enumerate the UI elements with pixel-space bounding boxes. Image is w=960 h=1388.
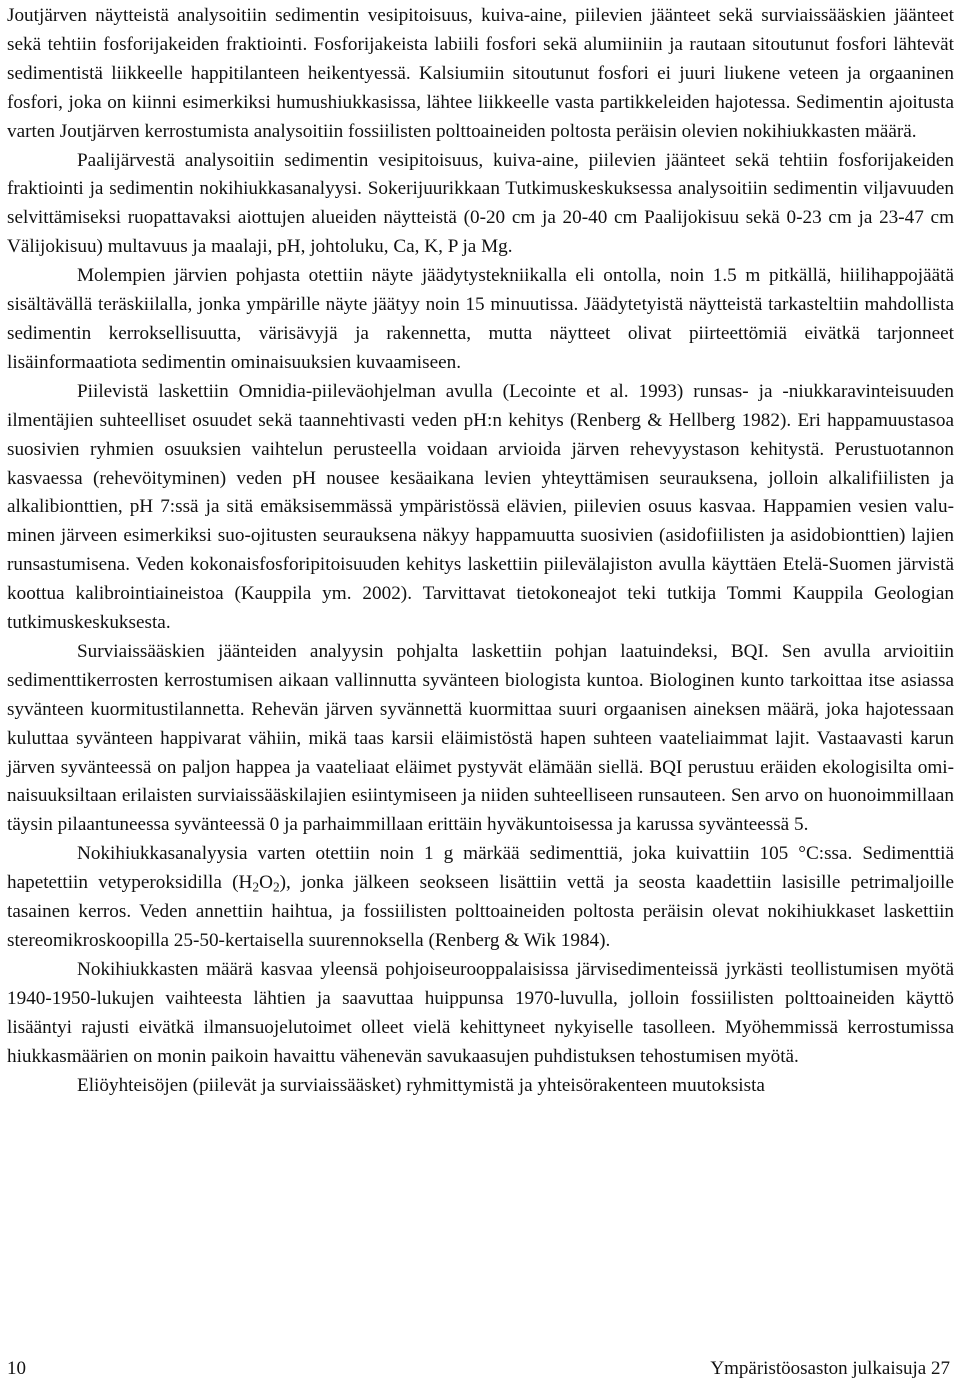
soot-method-text-end: ), jonka jälkeen seokseen lisättiin vettä ja seosta kaadettiin lasisille petrimaljoille tasainen kerros. Veden annettiin haihtua, ja fossiilisten polttoaineiden poltosta peräisin olevat nokihiukkaset laskettiin stereomikroskoopilla 25-50-kertaisella suurennoksella (Renberg & Wik 1984). xyxy=(7,872,954,951)
publication-series: Ympäristöosaston julkaisuja 27 xyxy=(710,1358,950,1379)
paragraph-paalijarvi-analyses: Paalijärvestä analysoitiin sedimentin vesipitoisuus, kuiva-aine, piilevien jäänteet sekä tehtiin fosforijakeiden fraktiointi ja sedimentin nokihiukkasanalyysi. Sokerijuurikkaan Tutkimuskeskuksessa analysoitiin sedimentin viljavuuden selvittämiseksi ruopattavaksi aiottujen alueiden näytteistä (0-20 cm ja 20-40 cm Paalijokisuu sekä 0-23 cm ja 23-47 cm Välijokisuu) multavuus ja maalaji, pH, johtoluku, Ca, K, P ja Mg. xyxy=(7,149,954,258)
soot-method-text-start: Nokihiukkasanalyysia varten otettiin noin 1 g märkää sedimenttiä, joka kuivattiin 105 °C:ssa. Sedimenttiä hapetettiin vetyperoksidilla (H xyxy=(7,843,954,894)
paragraph-diatom-analysis: Piilevistä laskettiin Omnidia-piileväohjelman avulla (Lecointe et al. 1993) runsas- ja -niukkaravinteisuuden ilmentäjien suhteelliset osuudet sekä taannehtivasti veden pH:n kehitys (Renberg & Hellberg 1982). Eri happamuustasoa suosivien ryhmien osuuksien vaihtelun perusteella voidaan arvioida järven rehevyystason kehitystä. Perustuotannon kasvaessa (rehevöityminen) veden pH nousee kesäaikana levien yhteyttämisen seurauksena, jolloin alkalifiilisten ja alkalibionttien, pH 7:ssä ja sitä emäksisemmässä ympäristössä elävien, piilevien osuus kasvaa. Happamien vesien valuminen järveen esimerkiksi suo-ojitusten seurauksena näkyy happamuutta suosivien (asidofiilisten ja asidobionttien) lajien runsastumisena. Veden kokonaisfosforipitoisuuden kehitys laskettiin piilevälajiston avulla käyttäen Etelä-Suomen järvistä koottua kalibrointiaineistoa (Kauppila ym. 2002). Tarvittavat tietokoneajot teki tutkija Tommi Kauppila Geologian tutkimuskeskuksesta. xyxy=(7,380,954,634)
paragraph-chironomid-bqi: Surviaissääskien jäänteiden analyysin pohjalta laskettiin pohjan laatuindeksi, BQI. Sen avulla arvioitiin sedimenttikerrosten kerrostumisen aikaan vallinnutta syvänteen biologista kuntoa. Biologinen kunto tarkoittaa itse asiassa syvänteen kuormitustilannetta. Rehevän järven syvännettä kuormittaa suuri orgaanisen aineksen määrä, joka hajotessaan kuluttaa syvänteen happivarat vähiin, mikä taas karsii eläimistöstä hapen suhteen vaateliaimmat lajit. Vastaavasti karun järven syvänteessä on paljon happea ja vaateliaat eläimet pystyvät elämään siellä. BQI perustuu eräiden ekologisilta ominaisuuksiltaan erilaisten surviaissääskilajien esiintymiseen ja niiden suhteelliseen runsauteen. Sen arvo on huonoimmillaan täysin pilaantuneessa syvänteessä 0 ja parhaimmillaan erittäin hyväkuntoisessa ja karussa syvänteessä 5. xyxy=(7,640,954,836)
subscript-h2: 2 xyxy=(252,879,260,895)
paragraph-soot-trends: Nokihiukkasten määrä kasvaa yleensä pohjoiseurooppalaisissa järvisedimenteissä jyrkästi teollistumisen myötä 1940-1950-lukujen vaihteesta lähtien ja saavuttaa huippunsa 1970-luvulla, jolloin fossiilisten polttoaineiden käyttö lisääntyi rajusti eivätkä ilmansuojelutoimet olleet vielä kehittyneet nykyiselle tasolleen. Myöhemmissä kerrostumissa hiukkasmäärien on monin paikoin havaittu vähenevän savukaasujen puhdistuksen tehostumisen myötä. xyxy=(7,958,954,1067)
page-number: 10 xyxy=(7,1358,26,1379)
paragraph-community-analysis: Eliöyhteisöjen (piilevät ja surviaissääsket) ryhmittymistä ja yhteisörakenteen muutoksista xyxy=(77,1074,765,1096)
paragraph-joutjarvi-analyses: Joutjärven näytteistä analysoitiin sedimentin vesipitoisuus, kuiva-aine, piilevien jäänteet sekä surviaissääskien jäänteet sekä tehtiin fosforijakeiden fraktiointi. Fosforijakeista labiili fosfori sekä alumiiniin ja rautaan sitoutunut fosfori lähtevät sedimentistä liikkeelle happitilanteen heikentyessä. Kalsiumiin sitoutunut fosfori ei juuri liukene veteen ja orgaaninen fosfori, joka on kiinni esimerkiksi humushiukkasissa, lähtee liikkeelle vasta partikkeleiden hajotessa. Sedimentin ajoitusta varten Joutjärven kerrostumista analysoitiin fossiilisten polttoaineiden poltosta peräisin olevien nokihiukkasten määrä. xyxy=(7,5,954,142)
subscript-o2: 2 xyxy=(272,879,280,895)
paragraph-soot-method xyxy=(7,840,954,956)
soot-method-text-o: O xyxy=(259,872,273,894)
paragraph-freeze-core-sampling: Molempien järvien pohjasta otettiin näyte jäädytystekniikalla eli ontolla, noin 1.5 m pitkällä, hiilihappojäätä sisältävällä teräskiilalla, jonka ympärille näyte jäätyy noin 15 minuutissa. Jäädytetyistä näytteistä tarkasteltiin mahdollista sedimentin kerroksellisuutta, värisävyjä ja rakennetta, mutta näytteet olivat piirteettömiä eivätkä tarjonneet lisäinformaatiota sedimentin ominaisuuksien kuvaamiseen. xyxy=(7,265,954,373)
document-body xyxy=(7,2,954,1100)
